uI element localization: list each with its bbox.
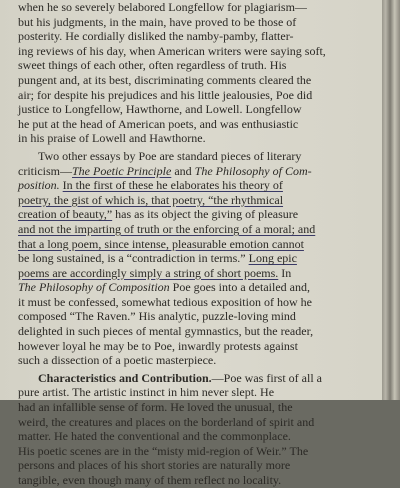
text-line: however loyal he may be to Poe, inwardly protests against xyxy=(18,338,298,353)
text-line xyxy=(18,371,378,386)
text-line: weird, the creatures and places on the borderland of spirit and xyxy=(18,414,315,429)
text-span: criticism— xyxy=(18,163,72,178)
text-line: delighted in such pieces of mental gymnastics, but the reader, xyxy=(18,324,314,339)
text-line xyxy=(18,149,378,164)
underlined-text: and not the imparting of truth or the enforcing of a moral; and xyxy=(18,221,316,236)
underlined-text: poetry, the gist of which is, that poetry, “the rhythmical xyxy=(18,192,284,207)
text-line xyxy=(18,280,378,295)
text-line xyxy=(18,164,378,179)
text-line: composed “The Raven.” His analytic, puzzle-loving mind xyxy=(18,309,296,324)
text-line: His poetic scenes are in the “misty mid-region of Weir.” The xyxy=(18,443,309,458)
text-span: Two other essays by Poe are standard pieces of literary xyxy=(38,148,302,163)
text-span: —Poe was first of all a xyxy=(211,370,322,385)
page-edge-binding xyxy=(382,0,400,400)
text-line xyxy=(18,207,378,222)
text-line: he put at the head of American poets, and was enthusiastic xyxy=(18,116,299,131)
text-line xyxy=(18,178,378,193)
text-line: air; for despite his prejudices and his little jealousies, Poe did xyxy=(18,87,313,102)
text-line: it must be confessed, somewhat tedious exposition of how he xyxy=(18,294,312,309)
underlined-text: poems are accordingly simply a string of short poems. xyxy=(18,265,279,280)
text-line: in his praise of Lowell and Hawthorne. xyxy=(18,131,206,146)
essay-title: The Philosophy of Composition xyxy=(18,280,170,295)
underlined-text: creation of beauty,” xyxy=(18,207,113,222)
text-line: but his judgments, in the main, have proved to be those of xyxy=(18,14,297,29)
underlined-text: In the first of these he elaborates his theory of xyxy=(62,178,283,193)
text-line: ing reviews of his day, when American writers were saying soft, xyxy=(18,43,326,58)
text-line: sweet things of each other, often regardless of truth. His xyxy=(18,58,287,73)
text-span: Poe goes into a detailed and, xyxy=(169,280,310,295)
text-span: In xyxy=(278,265,292,280)
text-line xyxy=(18,251,378,266)
paragraph-characteristics xyxy=(18,371,378,488)
text-span: and xyxy=(171,163,195,178)
paragraph-essays xyxy=(18,149,378,368)
essay-title: The Philosophy of Com- xyxy=(194,163,312,178)
text-line: such a dissection of a poetic masterpiece. xyxy=(18,353,217,368)
underlined-text: that a long poem, since intense, pleasurable emotion cannot xyxy=(18,236,304,251)
text-line: posterity. He cordially disliked the namby-pamby, flatter- xyxy=(18,29,294,44)
text-line: pure artist. The artistic instinct in him never slept. He xyxy=(18,385,275,400)
text-line: persons and places of his short stories are naturally more xyxy=(18,458,291,473)
text-span: be long sustained, is a “contradiction in terms.” xyxy=(18,251,246,266)
text-line: pungent and, at its best, discriminating comments cleared the xyxy=(18,72,312,87)
text-span: has as its object the giving of pleasure xyxy=(112,207,299,222)
page-text xyxy=(18,0,378,488)
paragraph-criticism xyxy=(18,0,378,146)
text-line: matter. He hated the conventional and the commonplace. xyxy=(18,429,291,444)
text-line: when he so severely belabored Longfellow for plagiarism— xyxy=(18,0,307,14)
essay-title: position. xyxy=(18,178,60,193)
essay-title: The Poetic Principle xyxy=(72,163,172,178)
section-heading: Characteristics and Contribution. xyxy=(38,370,212,385)
text-line: tangible, even though many of them reflect no locality. xyxy=(18,473,282,487)
underlined-text: Long epic xyxy=(248,251,297,266)
text-line: had an infallible sense of form. He loved the unusual, the xyxy=(18,400,293,415)
text-line: justice to Longfellow, Hawthorne, and Lowell. Longfellow xyxy=(18,102,302,117)
text-line xyxy=(18,266,378,281)
